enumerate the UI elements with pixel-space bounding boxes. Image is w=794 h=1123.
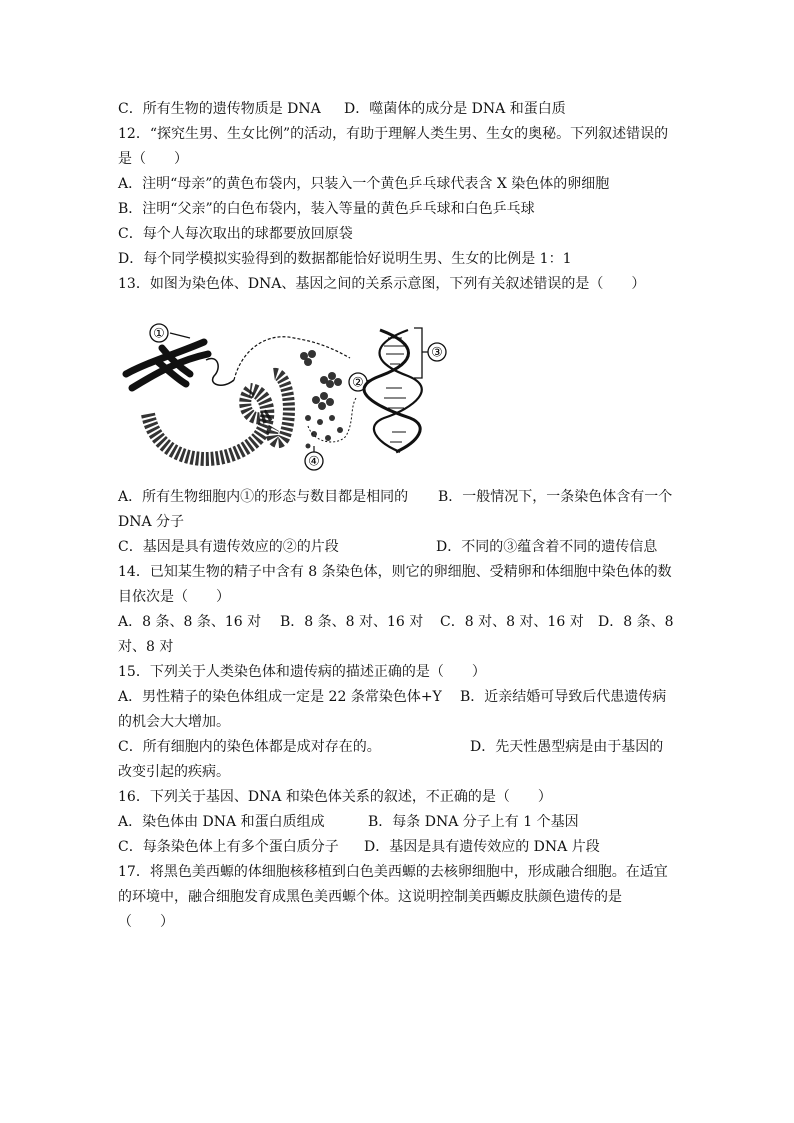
q15-option-c: C．所有细胞内的染色体都是成对存在的。 — [118, 739, 381, 755]
q17-stem-line3: （ ） — [118, 914, 174, 930]
q12-stem-line1: 12．“探究生男、生女比例”的活动，有助于理解人类生男、生女的奥秘。下列叙述错误的 — [118, 126, 669, 142]
nucleosome-clusters — [300, 350, 343, 449]
q15-option-d-cont: 改变引起的疾病。 — [118, 764, 230, 780]
q14-option-b: B．8 条、8 对、16 对 — [280, 614, 424, 630]
q14-option-c: C．8 对、8 对、16 对 — [440, 614, 584, 630]
figure-label-1: ① — [153, 326, 165, 342]
chromosome-dna-gene-illustration — [118, 318, 458, 474]
figure-label-2: ② — [352, 375, 364, 391]
q14-option-d-cont: 对、8 对 — [118, 639, 174, 655]
q11-option-d: D．噬菌体的成分是 DNA 和蛋白质 — [344, 101, 566, 117]
figure-label-3: ③ — [431, 345, 443, 361]
q13-option-d: D．不同的③蕴含着不同的遗传信息 — [436, 539, 658, 555]
q15-option-b: B．近亲结婚可导致后代患遗传病 — [460, 689, 667, 705]
q16-option-b: B．每条 DNA 分子上有 1 个基因 — [368, 814, 579, 830]
q16-option-c: C．每条染色体上有多个蛋白质分子 — [118, 839, 339, 855]
q12-option-d: D．每个同学模拟实验得到的数据都能恰好说明生男、生女的比例是 1：1 — [118, 251, 572, 267]
q13-stem: 13．如图为染色体、DNA、基因之间的关系示意图，下列有关叙述错误的是（ ） — [118, 276, 646, 292]
q15-option-b-cont: 的机会大大增加。 — [118, 714, 230, 730]
chromosome-shape — [126, 342, 208, 388]
q12-option-b: B．注明“父亲”的白色布袋内，装入等量的黄色乒乓球和白色乒乓球 — [118, 201, 535, 217]
q13-option-b: B．一般情况下，一条染色体含有一个 — [438, 489, 673, 505]
q12-stem-line2: 是（ ） — [118, 151, 188, 167]
q14-option-d: D．8 条、8 — [598, 614, 674, 630]
figure-label-4: ④ — [308, 454, 320, 470]
q15-stem: 15．下列关于人类染色体和遗传病的描述正确的是（ ） — [118, 664, 486, 680]
chromosome-dna-gene-figure — [118, 318, 458, 474]
q14-stem-line2: 目依次是（ ） — [118, 589, 230, 605]
q17-stem-line1: 17．将黑色美西螈的体细胞核移植到白色美西螈的去核卵细胞中，形成融合细胞。在适宜 — [118, 864, 668, 880]
q12-option-a: A．注明“母亲”的黄色布袋内，只装入一个黄色乒乓球代表含 X 染色体的卵细胞 — [118, 176, 610, 192]
q16-option-a: A．染色体由 DNA 和蛋白质组成 — [118, 814, 325, 830]
q16-stem: 16．下列关于基因、DNA 和染色体关系的叙述，不正确的是（ ） — [118, 789, 552, 805]
q12-option-c: C．每个人每次取出的球都要放回原袋 — [118, 226, 353, 242]
q14-option-a: A．8 条、8 条、16 对 — [118, 614, 262, 630]
q16-option-d: D．基因是具有遗传效应的 DNA 片段 — [364, 839, 600, 855]
q17-stem-line2: 的环境中，融合细胞发育成黑色美西螈个体。这说明控制美西螈皮肤颜色遗传的是 — [118, 889, 622, 905]
q15-option-a: A．男性精子的染色体组成一定是 22 条常染色体+Y — [118, 689, 442, 705]
q14-stem-line1: 14．已知某生物的精子中含有 8 条染色体，则它的卵细胞、受精卵和体细胞中染色体的数 — [118, 564, 672, 580]
q13-option-b-cont: DNA 分子 — [118, 514, 185, 530]
coiled-fiber — [148, 374, 289, 459]
q11-option-c: C．所有生物的遗传物质是 DNA — [118, 101, 321, 117]
q13-option-c: C．基因是具有遗传效应的②的片段 — [118, 539, 339, 555]
q13-option-a: A．所有生物细胞内①的形态与数目都是相同的 — [118, 489, 409, 505]
dna-double-helix — [364, 330, 422, 452]
q15-option-d: D．先天性愚型病是由于基因的 — [470, 739, 664, 755]
